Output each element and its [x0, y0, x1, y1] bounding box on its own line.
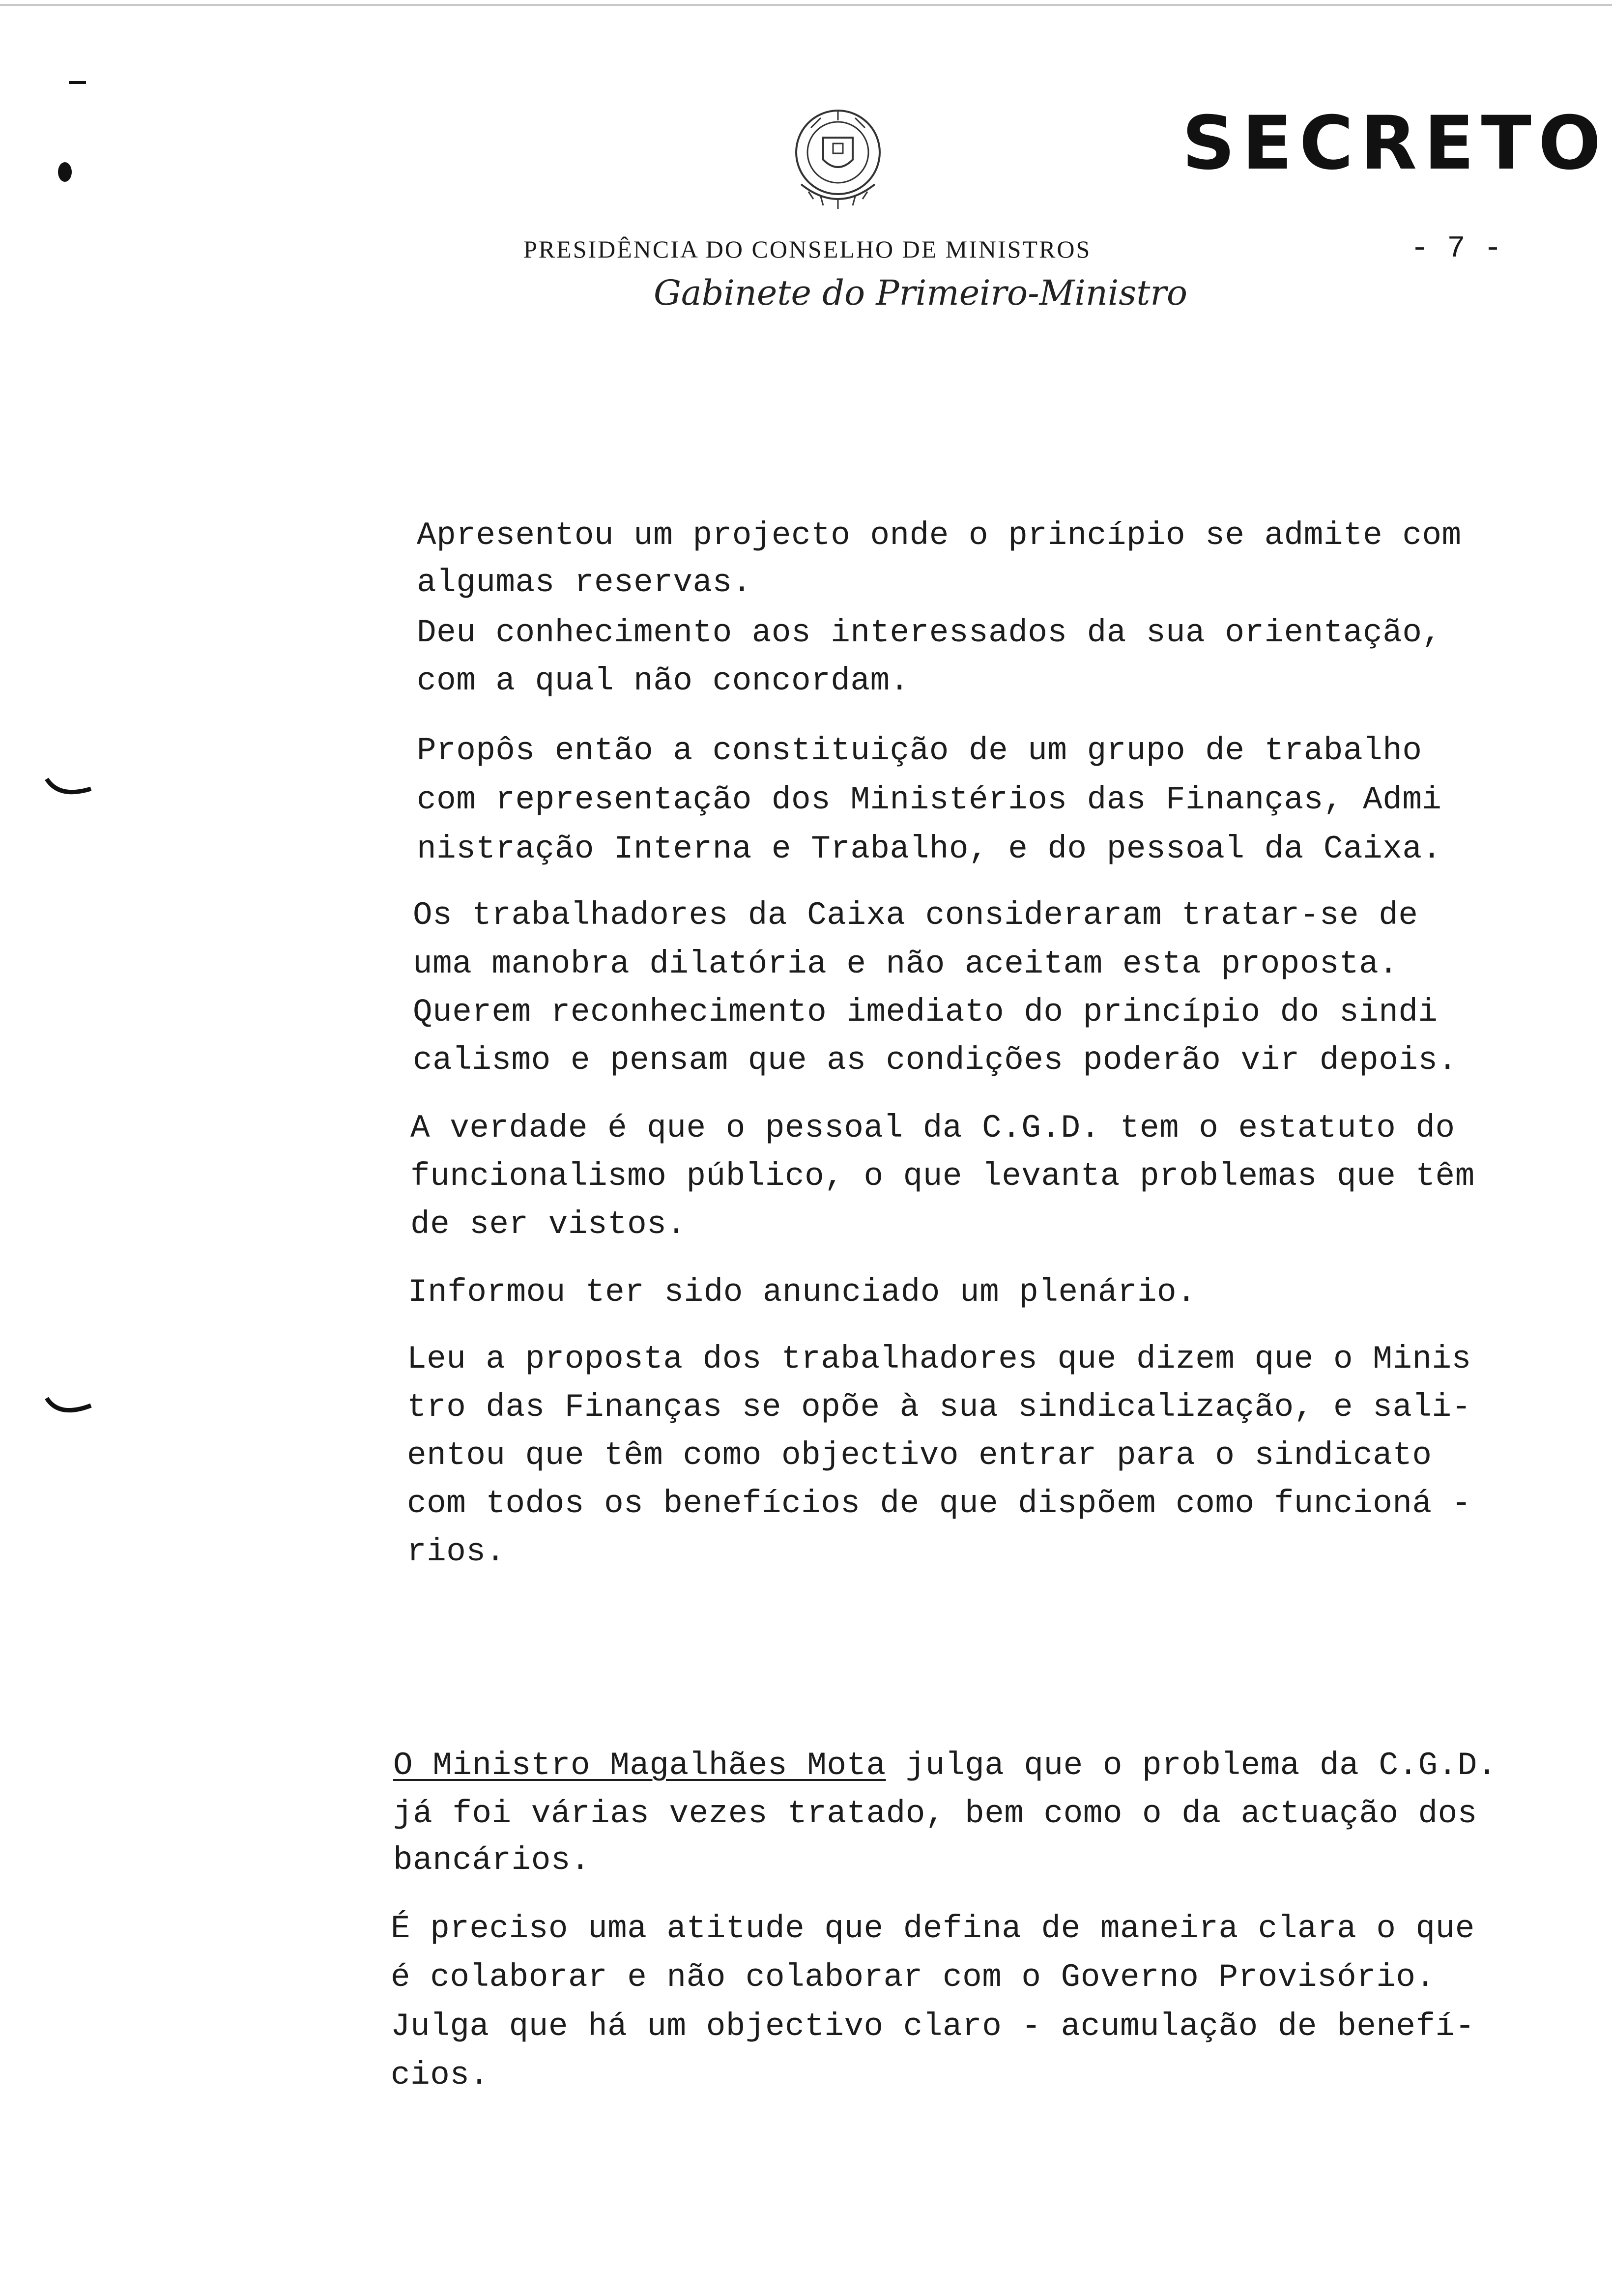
body-line: Apresentou um projecto onde o princípio se admite com	[417, 517, 1462, 554]
body-line: calismo e pensam que as condições poderão vir depois.	[413, 1042, 1458, 1079]
top-edge-line	[0, 4, 1612, 6]
body-line: Julga que há um objectivo claro - acumulação de benefí-	[391, 2008, 1475, 2045]
body-line: de ser vistos.	[410, 1206, 687, 1243]
body-line: Os trabalhadores da Caixa consideraram tratar-se de	[413, 897, 1418, 934]
body-line: Querem reconhecimento imediato do princípio do sindi	[413, 994, 1438, 1031]
body-line: com a qual não concordam.	[417, 662, 910, 699]
body-line: uma manobra dilatória e não aceitam esta proposta.	[413, 946, 1399, 982]
coat-of-arms-seal-icon	[781, 98, 894, 221]
institution-heading: PRESIDÊNCIA DO CONSELHO DE MINISTROS	[523, 235, 1092, 263]
body-line: É preciso uma atitude que defina de maneira clara o que	[391, 1910, 1475, 1947]
speaker-line	[393, 1747, 1497, 1784]
body-line: Leu a proposta dos trabalhadores que dizem que o Minis	[407, 1341, 1471, 1378]
page-number: - 7 -	[1410, 231, 1502, 266]
body-line: Informou ter sido anunciado um plenário.	[408, 1274, 1197, 1311]
margin-hole-mark-icon	[44, 776, 93, 801]
body-line: funcionalismo público, o que levanta problemas que têm	[410, 1158, 1475, 1195]
body-line: rios.	[407, 1533, 506, 1570]
body-line: Deu conhecimento aos interessados da sua orientação,	[417, 614, 1442, 651]
body-line: bancários.	[393, 1842, 591, 1879]
office-subheading: Gabinete do Primeiro-Ministro	[654, 273, 1187, 313]
body-line: nistração Interna e Trabalho, e do pessoal da Caixa.	[417, 831, 1442, 867]
body-line: cios.	[391, 2057, 489, 2094]
speaker-name: O Ministro Magalhães Mota	[393, 1747, 886, 1784]
classification-stamp: SECRETO	[1182, 101, 1608, 186]
body-line: entou que têm como objectivo entrar para o sindicato	[407, 1437, 1432, 1474]
body-line: algumas reservas.	[417, 564, 752, 601]
body-line: Propôs então a constituição de um grupo de trabalho	[417, 732, 1422, 769]
margin-dot-mark	[58, 162, 72, 182]
margin-dash-mark	[69, 81, 86, 84]
speaker-line-rest: julga que o problema da C.G.D.	[886, 1747, 1497, 1784]
body-line: com todos os benefícios de que dispõem como funcioná -	[407, 1485, 1471, 1522]
body-line: já foi várias vezes tratado, bem como o da actuação dos	[393, 1795, 1477, 1832]
body-line: tro das Finanças se opõe à sua sindicalização, e sali-	[407, 1389, 1471, 1426]
body-line: com representação dos Ministérios das Finanças, Admi	[417, 781, 1442, 818]
body-line: é colaborar e não colaborar com o Governo Provisório.	[391, 1959, 1436, 1996]
margin-hole-mark-icon	[44, 1396, 93, 1420]
body-line: A verdade é que o pessoal da C.G.D. tem o estatuto do	[410, 1110, 1455, 1147]
